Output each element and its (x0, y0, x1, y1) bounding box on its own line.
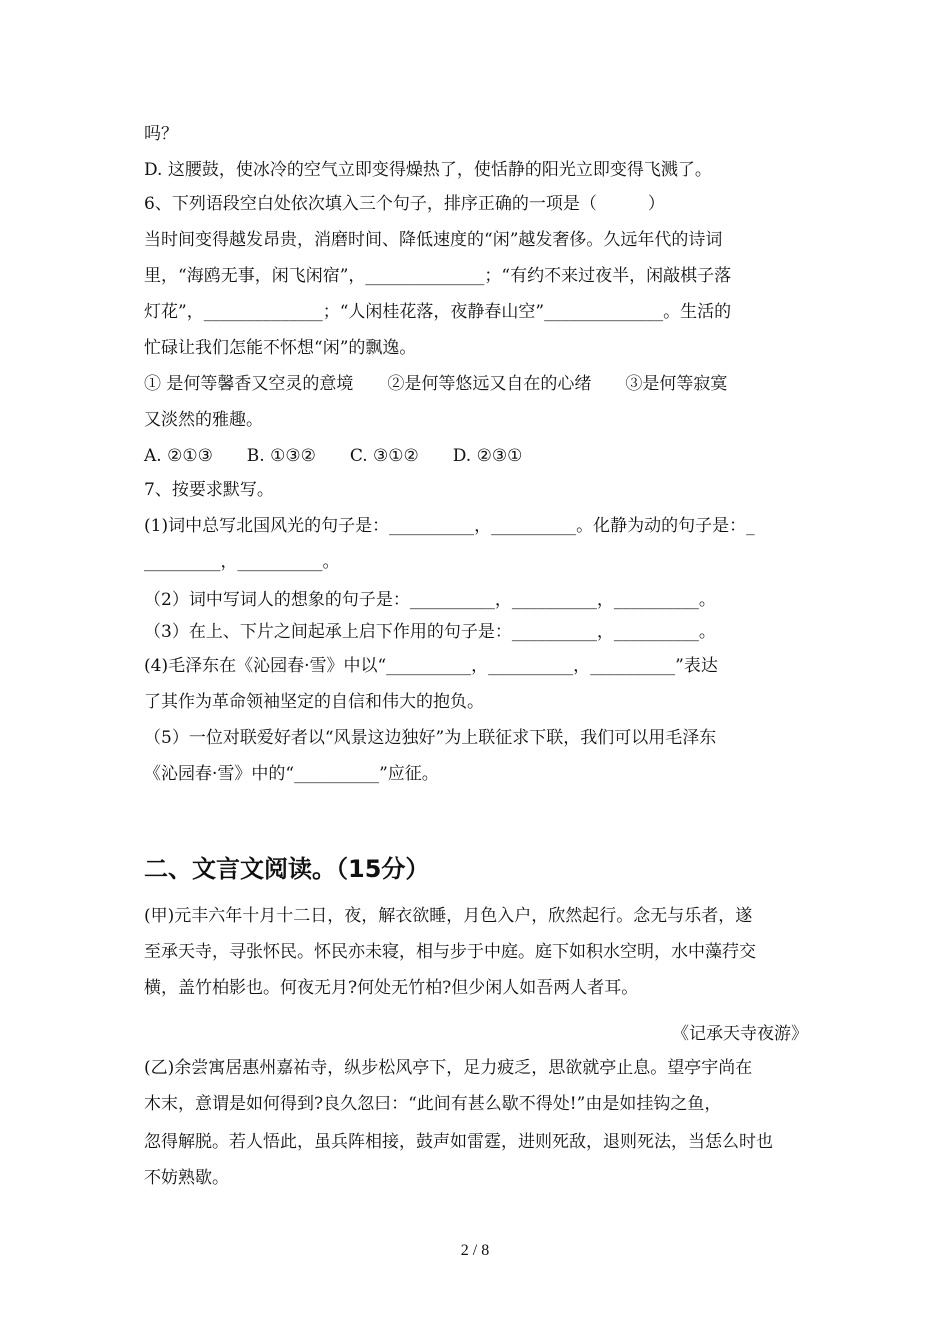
passage-a-line: 横，盖竹柏影也。何夜无月?何处无竹柏?但少闲人如吾两人者耳。 (144, 978, 639, 998)
passage-line: 当时间变得越发昂贵，消磨时间、降低速度的“闲”越发奢侈。久远年代的诗词 (144, 230, 723, 250)
question-7-item-5: （5）一位对联爱好者以“风景这边独好”为上联征求下联，我们可以用毛泽东 (144, 728, 717, 748)
choice-sentences-line: ① 是何等馨香又空灵的意境 ②是何等悠远又自在的心绪 ③是何等寂寞 (144, 374, 728, 394)
question-7-item-1: (1)词中总写北国风光的句子是：__________，__________。化静为动的句子是：_ (144, 516, 755, 536)
question-6-stem: 6、下列语段空白处依次填入三个句子，排序正确的一项是（ ） (144, 194, 665, 214)
question-7-item-2: （2）词中写词人的想象的句子是：__________，__________，__________。 (144, 590, 716, 610)
question-7-item-5-cont: 《沁园春·雪》中的“__________”应征。 (144, 764, 439, 784)
passage-a-source: 《记承天寺夜游》 (672, 1024, 808, 1044)
answer-options: A. ②①③ B. ①③② C. ③①② D. ②③① (144, 446, 523, 466)
question-7-item-3: （3）在上、下片之间起承上启下作用的句子是：__________，__________。 (144, 622, 716, 642)
question-7-item-1-cont: _________，__________。 (144, 552, 340, 572)
passage-b-line: (乙)余尝寓居惠州嘉祐寺，纵步松风亭下，足力疲乏，思欲就亭止息。望亭宇尚在 (144, 1058, 753, 1078)
option-d-line: D. 这腰鼓，使冰冷的空气立即变得燥热了，使恬静的阳光立即变得飞溅了。 (144, 160, 712, 180)
page-number: 2 / 8 (460, 1242, 490, 1259)
choice-sentences-line: 又淡然的雅趣。 (144, 410, 263, 430)
passage-line: 里，“海鸥无事，闲飞闲宿”，______________；“有约不来过夜半，闲敲棋子落 (144, 266, 732, 286)
passage-b-line: 不妨熟歇。 (144, 1168, 229, 1188)
passage-a-line: 至承天寺，寻张怀民。怀民亦未寝，相与步于中庭。庭下如积水空明，水中藻荇交 (144, 942, 756, 962)
question-7-item-4: (4)毛泽东在《沁园春·雪》中以“__________，__________，__________”表达 (144, 656, 718, 676)
question-7-item-4-cont: 了其作为革命领袖坚定的自信和伟大的抱负。 (144, 692, 484, 712)
text-line: 吗？ (144, 124, 178, 144)
passage-line: 忙碌让我们怎能不怀想“闲”的飘逸。 (144, 338, 417, 358)
question-7-stem: 7、按要求默写。 (144, 480, 274, 500)
passage-a-line: (甲)元丰六年十月十二日，夜，解衣欲睡，月色入户，欣然起行。念无与乐者，遂 (144, 906, 753, 926)
passage-b-line: 木末，意谓是如何得到?良久忽曰：“此间有甚么歇不得处!”由是如挂钩之鱼， (144, 1094, 722, 1114)
passage-line: 灯花”，______________；“人闲桂花落，夜静春山空”______________。生活的 (144, 302, 732, 322)
section-two-title: 二、文言文阅读。（15分） (144, 855, 430, 883)
passage-b-line: 忽得解脱。若人悟此，虽兵阵相接，鼓声如雷霆，进则死敌，退则死法，当恁么时也 (144, 1132, 773, 1152)
